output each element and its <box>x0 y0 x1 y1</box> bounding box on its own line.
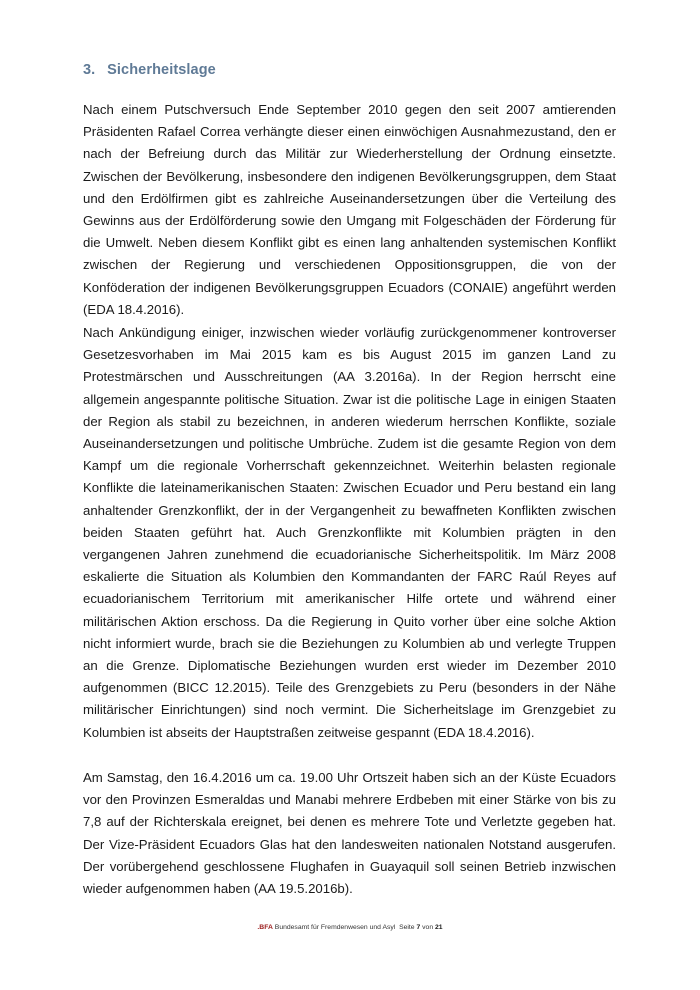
page-separator: von <box>422 924 434 931</box>
section-number: 3. <box>83 62 96 78</box>
page-current: 7 <box>416 924 421 931</box>
section-heading <box>83 62 216 78</box>
paragraph-text: Nach einem Putschversuch Ende September 2010 gegen den seit 2007 amtierenden Präsidenten Rafael Correa verhängte dieser einen einwöchigen Ausnahmezustand, den er nach der Befreiung durch das Militär zur Wiederherstellung der Ordnung einsetzte. Zwischen der Bevölkerung, insbesondere den indigenen Bevölkerungsgruppen, dem Staat und den Erdölfirmen gibt es zahlreiche Auseinandersetzungen über die Verteilung des Gewinns aus der Erdölförderung sowie den Umgang mit Folgeschäden der Förderung für die Umwelt. Neben diesem Konflikt gibt es einen lang anhaltenden systemischen Konflikt zwischen der Regierung und verschiedenen Oppositionsgruppen, die von der Konföderation der indigenen Bevölkerungsgruppen Ecuadors (CONAIE) angeführt werden (EDA 18.4.2016). <box>83 102 616 317</box>
paragraph-political-situation <box>83 99 616 321</box>
paragraph-text: Nach Ankündigung einiger, inzwischen wieder vorläufig zurückgenommener kontroverser Gesetzesvorhaben im Mai 2015 kam es bis August 2015 im ganzen Land zu Protestmärschen und Ausschreitungen (AA 3.2016a). In der Region herrscht eine allgemein angespannte politische Situation. Zwar ist die politische Lage in einigen Staaten der Region als stabil zu bezeichnen, in anderen wiederum herrschen Konflikte, soziale Auseinandersetzungen und politische Umbrüche. Zudem ist die gesamte Region von dem Kampf um die regionale Vorherrschaft gekennzeichnet. Weiterhin belasten regionale Konflikte die lateinamerikanischen Staaten: Zwischen Ecuador und Peru bestand ein lang anhaltender Grenzkonflikt, der in der Vergangenheit zu bewaffneten Konflikten zwischen beiden Staaten geführt hat. Auch Grenzkonflikte mit Kolumbien prägten in den vergangenen Jahren zunehmend die ecuadorianische Sicherheitspolitik. Im März 2008 eskalierte die Situation als Kolumbien den Kommandanten der FARC Raúl Reyes auf ecuadorianischem Territorium mit amerikanischer Hilfe ortete und während einer militärischen Aktion erschoss. Da die Regierung in Quito vorher über eine solche Aktion nicht informiert wurde, brach sie die Beziehungen zu Kolumbien ab und verlegte Truppen an die Grenze. Diplomatische Beziehungen wurden erst wieder im Dezember 2010 aufgenommen (BICC 12.2015). Teile des Grenzgebiets zu Peru (besonders in der Nähe militärischer Einrichtungen) sind noch vermint. Die Sicherheitslage im Grenzgebiet zu Kolumbien ist abseits der Hauptstraßen zeitweise gespannt (EDA 18.4.2016). <box>83 325 616 740</box>
page-label: Seite <box>399 924 415 931</box>
paragraph-text: Am Samstag, den 16.4.2016 um ca. 19.00 Uhr Ortszeit haben sich an der Küste Ecuadors vor den Provinzen Esmeraldas und Manabi mehrere Erdbeben mit einer Stärke von bis zu 7,8 auf der Richterskala ereignet, bei denen es mehrere Tote und Verletzte gegeben hat. Der Vize-Präsident Ecuadors Glas hat den landesweiten nationalen Notstand ausgerufen. Der vorübergehend geschlossene Flughafen in Guayaquil soll seinen Betrieb inzwischen wieder aufgenommen haben (AA 19.5.2016b). <box>83 770 616 897</box>
footer-organization: Bundesamt für Fremdenwesen und Asyl <box>274 924 396 931</box>
paragraph-earthquake <box>83 767 616 900</box>
paragraph-regional-conflicts <box>83 322 616 744</box>
bfa-logo-text: .BFA <box>257 924 273 931</box>
page-total: 21 <box>435 924 443 931</box>
section-title: Sicherheitslage <box>107 62 216 78</box>
page-footer <box>0 924 700 931</box>
